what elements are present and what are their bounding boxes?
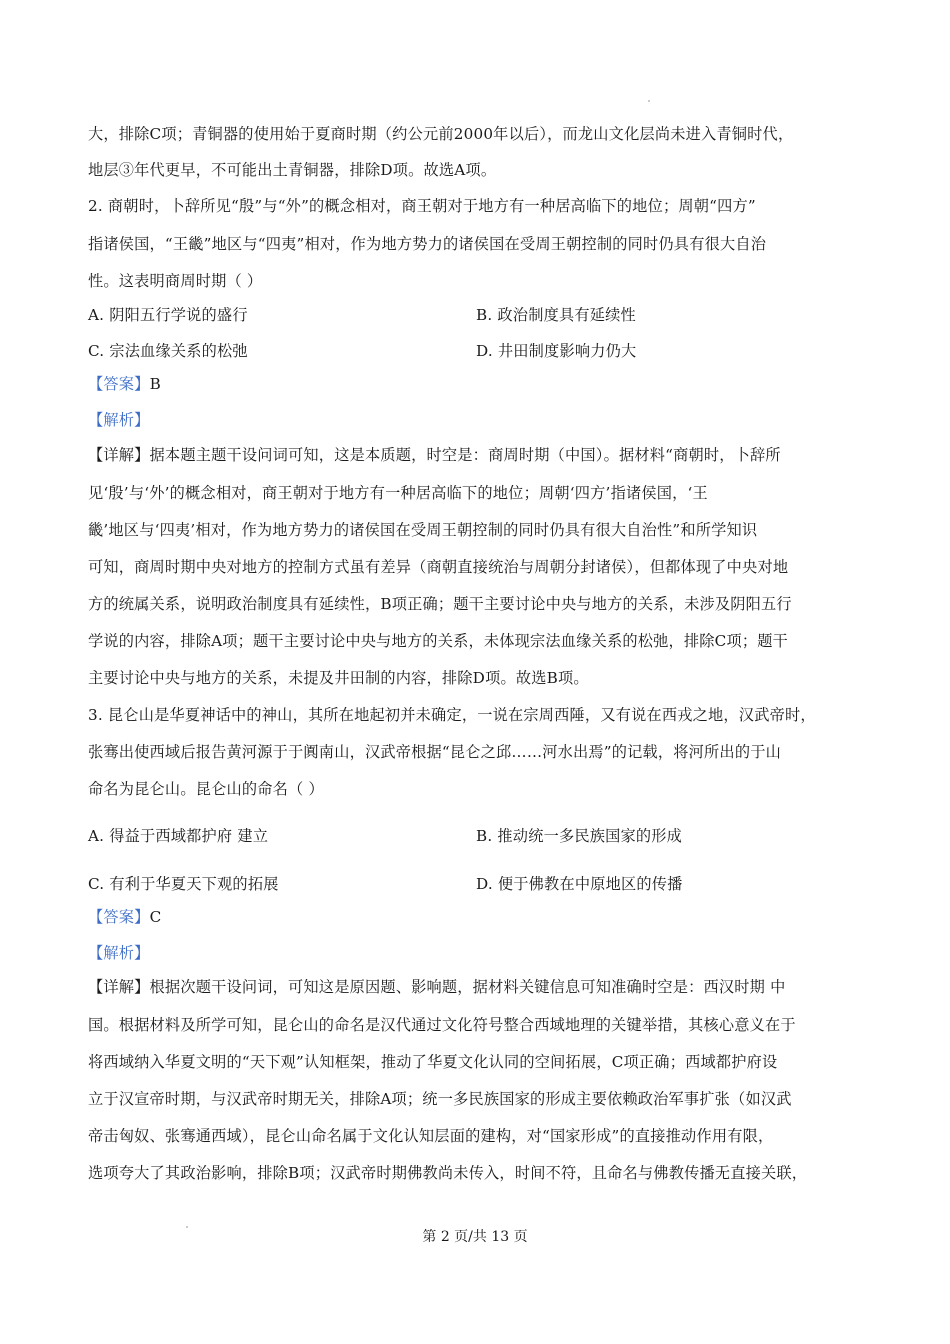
answer-label: 【答案】	[88, 375, 150, 393]
question-2-stem: 指诸侯国，“王畿”地区与“四夷”相对，作为地方势力的诸侯国在受周王朝控制的同时仍具有很大自治	[88, 235, 767, 253]
q2-option-c: C. 宗法血缘关系的松弛	[88, 342, 248, 360]
text-line: 地层③年代更早，不可能出土青铜器，排除D项。故选A项。	[88, 161, 497, 179]
q2-detail-line: 【详解】据本题主题干设问词可知，这是本质题，时空是：商周时期（中国）。据材料“商朝时，卜辞所	[88, 446, 781, 464]
answer-value: C	[149, 908, 162, 926]
q3-detail-line: 选项夸大了其政治影响，排除B项；汉武帝时期佛教尚未传入，时间不符，且命名与佛教传播无直接关联，	[88, 1164, 808, 1182]
q2-detail-line: 方的统属关系，说明政治制度具有延续性，B项正确；题干主要讨论中央与地方的关系，未涉及阴阳五行	[88, 595, 792, 613]
q2-detail-line: 主要讨论中央与地方的关系，未提及井田制的内容，排除D项。故选B项。	[88, 669, 589, 687]
q3-detail-line: 立于汉宣帝时期，与汉武帝时期无关，排除A项；统一多民族国家的形成主要依赖政治军事扩张（如汉武	[88, 1090, 792, 1108]
q3-detail-line: 【详解】根据次题干设问词，可知这是原因题、影响题，据材料关键信息可知准确时空是：西汉时期 中	[88, 978, 786, 996]
q3-option-c: C. 有利于华夏天下观的拓展	[88, 875, 279, 893]
q2-detail-line: 可知，商周时期中央对地方的控制方式虽有差异（商朝直接统治与周朝分封诸侯），但都体现了中央对地	[88, 558, 789, 576]
page-footer: 第 2 页/共 13 页	[422, 1229, 528, 1245]
q2-option-a: A. 阴阳五行学说的盛行	[88, 306, 248, 324]
q3-analysis-label: 【解析】	[88, 944, 150, 962]
question-3-stem: 3. 昆仑山是华夏神话中的神山，其所在地起初并未确定，一说在宗周西陲，又有说在西戎之地，汉武帝时，	[88, 706, 816, 724]
q2-detail-line: 学说的内容，排除A项；题干主要讨论中央与地方的关系，未体现宗法血缘关系的松弛，排除C项；题干	[88, 632, 789, 650]
question-3-stem: 命名为昆仑山。昆仑山的命名（ ）	[88, 780, 324, 798]
q3-detail-line: 国。根据材料及所学可知，昆仑山的命名是汉代通过文化符号整合西域地理的关键举措，其核心意义在于	[88, 1016, 796, 1034]
text-line: 大，排除C项；青铜器的使用始于夏商时期（约公元前2000年以后），而龙山文化层尚未进入青铜时代，	[88, 125, 794, 143]
q3-option-b: B. 推动统一多民族国家的形成	[476, 827, 683, 845]
scan-speck	[648, 100, 650, 102]
q2-option-b: B. 政治制度具有延续性	[476, 306, 636, 324]
q3-option-a: A. 得益于西域都护府 建立	[88, 827, 269, 845]
answer-label: 【答案】	[88, 908, 150, 926]
question-3-stem: 张骞出使西域后报告黄河源于于阗南山，汉武帝根据“昆仑之邱……河水出焉”的记载，将河所出的于山	[88, 743, 781, 761]
question-2-stem: 性。这表明商周时期（ ）	[88, 272, 263, 290]
q2-option-d: D. 井田制度影响力仍大	[476, 342, 637, 360]
q3-detail-line: 将西域纳入华夏文明的“天下观”认知框架，推动了华夏文化认同的空间拓展，C项正确；西域都护府设	[88, 1053, 778, 1071]
q2-detail-line: 畿’地区与‘四夷’相对，作为地方势力的诸侯国在受周王朝控制的同时仍具有很大自治性”和所学知识	[88, 521, 758, 539]
q3-answer	[88, 907, 161, 927]
q3-detail-line: 帝击匈奴、张骞通西域），昆仑山命名属于文化认知层面的建构，对“国家形成”的直接推动作用有限，	[88, 1127, 774, 1145]
question-2-stem: 2. 商朝时，卜辞所见“殷”与“外”的概念相对，商王朝对于地方有一种居高临下的地位；周朝“四方”	[88, 197, 756, 215]
q2-answer	[88, 374, 161, 394]
answer-value: B	[149, 375, 161, 393]
q2-detail-line: 见‘殷’与‘外’的概念相对，商王朝对于地方有一种居高临下的地位；周朝‘四方’指诸侯国，‘王	[88, 484, 708, 502]
q3-option-d: D. 便于佛教在中原地区的传播	[476, 875, 683, 893]
q2-analysis-label: 【解析】	[88, 411, 150, 429]
